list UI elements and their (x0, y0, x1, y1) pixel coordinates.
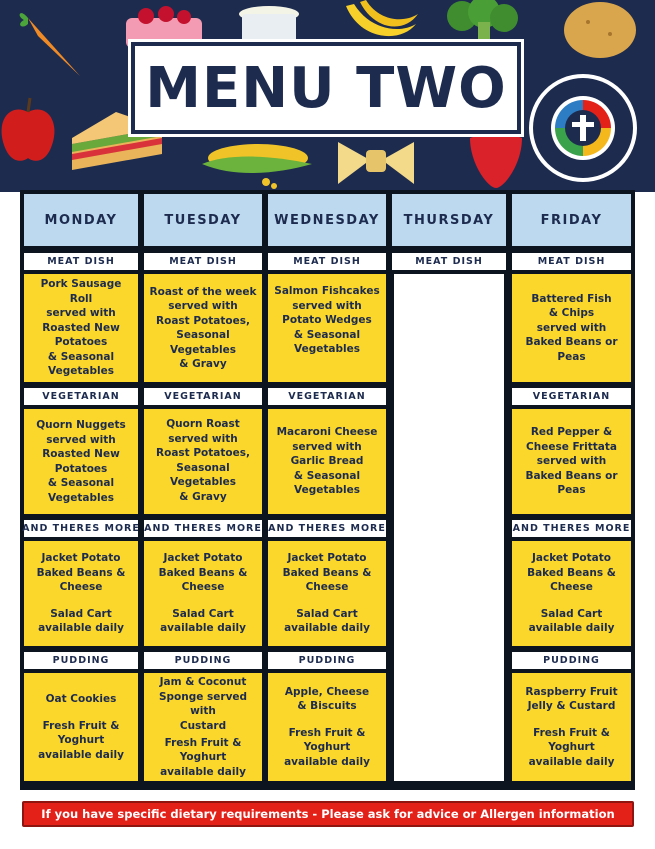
meal-cell-wednesday-meat: Salmon Fishcakes served with Potato Wedges & Seasonal Vegetables (268, 274, 386, 382)
section-label-more: AND THERES MORE (268, 520, 386, 537)
meal-cell-wednesday-more: Jacket Potato Baked Beans & Cheese Salad Cart available daily (268, 541, 386, 646)
section-label-pudding: PUDDING (144, 652, 262, 669)
meal-cell-monday-pudding: Oat Cookies Fresh Fruit & Yoghurt available daily (24, 673, 138, 781)
meal-cell-friday-meat: Battered Fish & Chips served with Baked Beans or Peas (512, 274, 631, 382)
section-label-vegetarian: VEGETARIAN (268, 388, 386, 405)
section-label-pudding: PUDDING (512, 652, 631, 669)
day-header-wednesday: WEDNESDAY (268, 194, 386, 246)
section-label-meat: MEAT DISH (144, 253, 262, 270)
meal-cell-tuesday-vegetarian: Quorn Roast served with Roast Potatoes, Seasonal Vegetables & Gravy (144, 409, 262, 514)
empty-thursday-column (394, 274, 504, 781)
meal-cell-friday-more: Jacket Potato Baked Beans & Cheese Salad Cart available daily (512, 541, 631, 646)
broccoli-icon (440, 0, 526, 46)
section-label-meat: MEAT DISH (512, 253, 631, 270)
carrot-icon (14, 6, 94, 86)
section-label-vegetarian: VEGETARIAN (512, 388, 631, 405)
section-label-more: AND THERES MORE (144, 520, 262, 537)
meal-cell-monday-meat: Pork Sausage Roll served with Roasted New Potatoes & Seasonal Vegetables (24, 274, 138, 382)
title-box (131, 42, 521, 134)
meal-cell-monday-vegetarian: Quorn Nuggets served with Roasted New Potatoes & Seasonal Vegetables (24, 409, 138, 514)
meal-cell-monday-more: Jacket Potato Baked Beans & Cheese Salad Cart available daily (24, 541, 138, 646)
day-header-tuesday: TUESDAY (144, 194, 262, 246)
section-label-more: AND THERES MORE (24, 520, 138, 537)
yoghurt-pot-icon (236, 4, 302, 46)
day-header-thursday: THURSDAY (392, 194, 506, 246)
section-label-meat: MEAT DISH (392, 253, 506, 270)
potato-icon (558, 0, 638, 62)
allergen-notice: If you have specific dietary requirements - Please ask for advice or Allergen information (22, 801, 634, 827)
meal-cell-tuesday-more: Jacket Potato Baked Beans & Cheese Salad Cart available daily (144, 541, 262, 646)
meal-cell-tuesday-meat: Roast of the week served with Roast Potatoes, Seasonal Vegetables & Gravy (144, 274, 262, 382)
section-label-meat: MEAT DISH (24, 253, 138, 270)
menu-grid (20, 190, 635, 790)
section-label-pudding: PUDDING (24, 652, 138, 669)
header-banner (0, 0, 655, 192)
meal-cell-friday-pudding: Raspberry Fruit Jelly & Custard Fresh Fruit & Yoghurt available daily (512, 673, 631, 781)
section-label-more: AND THERES MORE (512, 520, 631, 537)
meal-cell-wednesday-pudding: Apple, Cheese & Biscuits Fresh Fruit & Yoghurt available daily (268, 673, 386, 781)
section-label-meat: MEAT DISH (268, 253, 386, 270)
apple-icon (0, 94, 56, 166)
corn-icon (196, 134, 318, 192)
meal-cell-wednesday-vegetarian: Macaroni Cheese served with Garlic Bread & Seasonal Vegetables (268, 409, 386, 514)
section-label-vegetarian: VEGETARIAN (144, 388, 262, 405)
page-title: MENU TWO (145, 55, 507, 121)
section-label-vegetarian: VEGETARIAN (24, 388, 138, 405)
section-label-pudding: PUDDING (268, 652, 386, 669)
banana-icon (340, 0, 420, 46)
day-header-monday: MONDAY (24, 194, 138, 246)
meal-cell-tuesday-pudding: Jam & Coconut Sponge served with Custard Fresh Fruit & Yoghurt available daily (144, 673, 262, 781)
pasta-icon (330, 134, 422, 192)
day-header-friday: FRIDAY (512, 194, 631, 246)
school-logo (527, 72, 639, 184)
meal-cell-friday-vegetarian: Red Pepper & Cheese Frittata served with Baked Beans or Peas (512, 409, 631, 514)
